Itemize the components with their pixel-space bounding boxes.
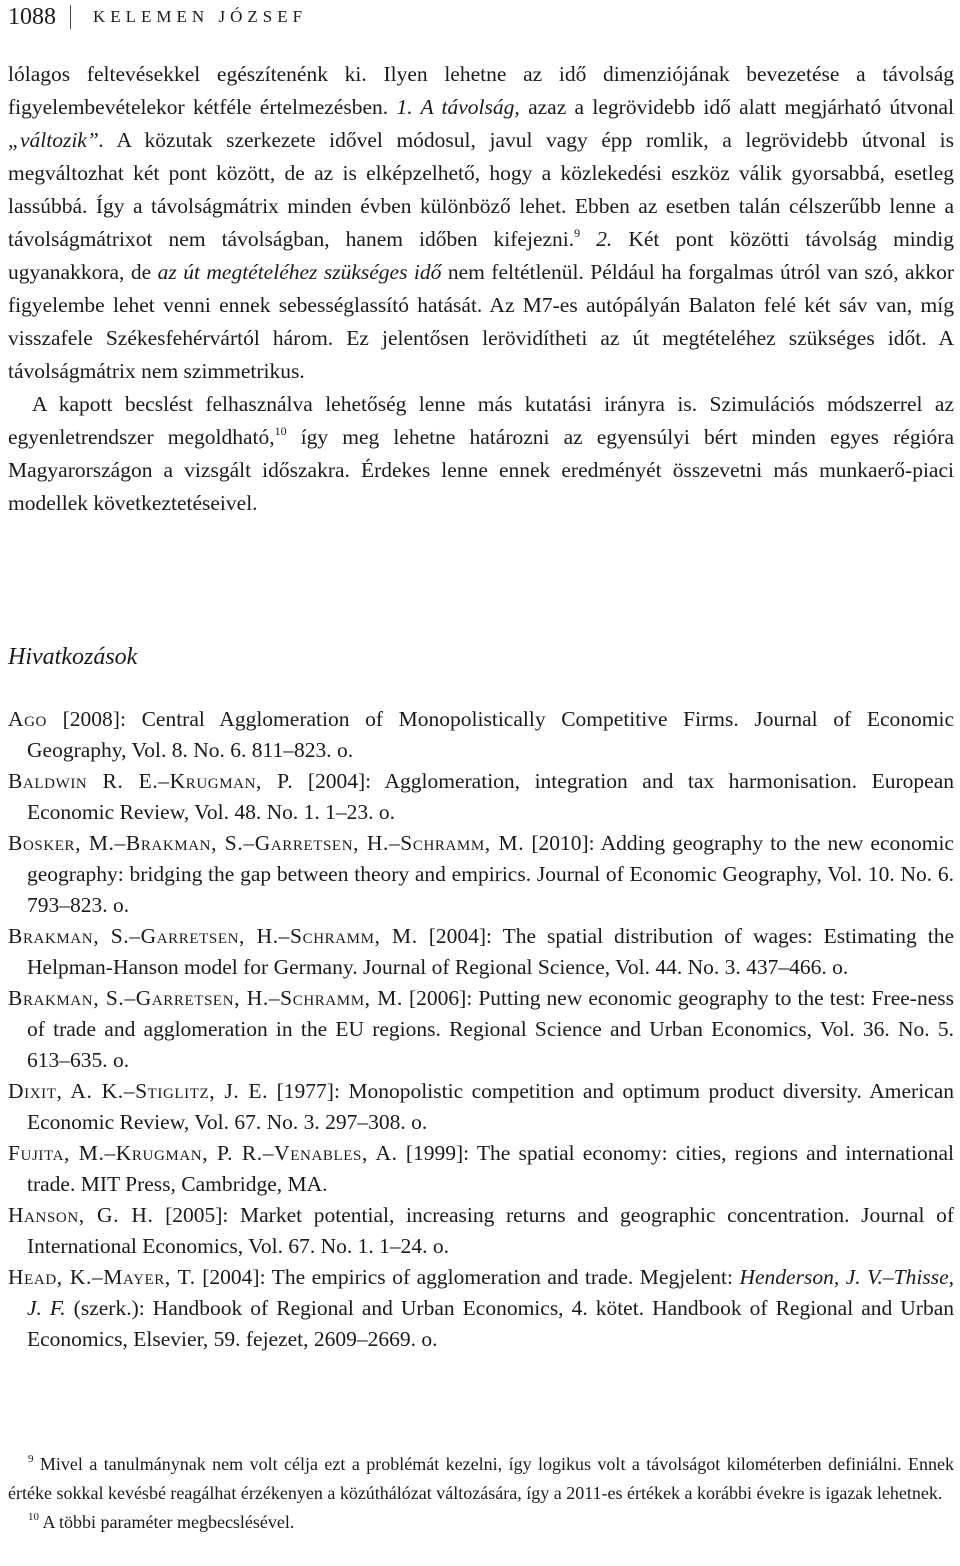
footnote-text: A többi paraméter megbecslésével. [39, 1512, 295, 1532]
footnote-10 [8, 1508, 954, 1537]
text-run: A kapott becslést felhasználva lehetőség lenne más kutatási irányra is. Szimulációs módszerrel az egyenletrendszer megoldható, [8, 392, 954, 449]
reference-item [8, 983, 954, 1076]
footnote-ref-10[interactable]: 10 [274, 424, 287, 438]
reference-authors: Brakman, S.–Garretsen, H.–Schramm, M. [8, 924, 418, 948]
footnote-text: Mivel a tanulmánynak nem volt célja ezt a problémát kezelni, így logikus volt a távolságot kilométerben definiálni. Ennek értéke sokkal kevésbé reagálhat érzékenyen a közúthálózat változására, így a 2011-es értékek a korábbi évekre is igazak lehetnek. [8, 1454, 954, 1503]
references-heading: Hivatkozások [8, 644, 138, 670]
reference-text: [1999]: The spatial economy: cities, regions and international trade. MIT Press, Cambridge, MA. [27, 1141, 954, 1196]
reference-authors: Hanson, G. H. [8, 1203, 154, 1227]
reference-authors: Ago [8, 707, 47, 731]
text-run: Két pont közötti távolság mindig ugyanakkora, de [8, 227, 954, 284]
text-run: így meg lehetne határozni az egyensúlyi bért minden egyes régióra Magyarországon a vizsgált időszakra. Érdekes lenne ennek eredményét összevetni más munkaerő-piaci modellek következtetéseivel. [8, 425, 954, 515]
reference-item [8, 921, 954, 983]
reference-text: (szerk.): Handbook of Regional and Urban Economics, 4. kötet. Handbook of Regional and Urban Economics, Elsevier, 59. fejezet, 2609–2669. o. [27, 1296, 954, 1351]
reference-authors: Bosker, M.–Brakman, S.–Garretsen, H.–Schramm, M. [8, 831, 525, 855]
reference-item [8, 1138, 954, 1200]
italic-run: 2. [580, 227, 613, 251]
reference-text: [2006]: Putting new economic geography to the test: Free-ness of trade and agglomeration in the EU regions. Regional Science and Urban Economics, Vol. 36. No. 5. 613–635. o. [27, 986, 954, 1072]
reference-text: [2005]: Market potential, increasing returns and geographic concentration. Journal of International Economics, Vol. 67. No. 1. 1–24. o. [27, 1203, 954, 1258]
reference-authors: Fujita, M.–Krugman, P. R.–Venables, A. [8, 1141, 398, 1165]
header-divider [70, 5, 71, 29]
footnote-mark: 10 [28, 1511, 39, 1523]
text-run: lólagos feltevésekkel egészítenénk ki. Ilyen lehetne az idő dimenziójának bevezetése a távolság figyelembevételekor kétféle értelmezésben. [8, 62, 954, 119]
reference-item [8, 704, 954, 766]
reference-item [8, 1200, 954, 1262]
reference-authors: Brakman, S.–Garretsen, H.–Schramm, M. [8, 986, 403, 1010]
text-run: A közutak szerkezete idővel módosul, javul vagy épp romlik, a legrövidebb útvonal is megváltozhat két pont között, de az is elképzelhető, hogy a közlekedési eszköz válik gyorsabbá, esetleg lassúbbá. Így a távolságmátrix minden évben különböző lehet. Ebben az esetben talán célszerűbb lenne a távolságmátrixot nem távolságban, hanem időben kifejezni. [8, 128, 954, 251]
reference-text: [2004]: Agglomeration, integration and tax harmonisation. European Economic Review, Vol. 48. No. 1. 1–23. o. [27, 769, 954, 824]
reference-item [8, 766, 954, 828]
reference-item [8, 1262, 954, 1355]
italic-run: 1. A távolság, [396, 95, 520, 119]
footnote-mark: 9 [28, 1453, 34, 1465]
reference-text: [2008]: Central Agglomeration of Monopolistically Competitive Firms. Journal of Economic Geography, Vol. 8. No. 6. 811–823. o. [27, 707, 954, 762]
reference-item [8, 828, 954, 921]
body-paragraph [8, 388, 954, 520]
body-paragraph [8, 58, 954, 388]
running-head [8, 4, 307, 30]
reference-text: [2004]: The spatial distribution of wages: Estimating the Helpman-Hanson model for Germany. Journal of Regional Science, Vol. 44. No. 3. 437–466. o. [27, 924, 955, 979]
running-head-author: KELEMEN JÓZSEF [93, 7, 308, 26]
footnote-9 [8, 1450, 954, 1508]
reference-text: [2004]: The empirics of agglomeration and trade. Megjelent: [195, 1265, 740, 1289]
page-number: 1088 [8, 4, 56, 30]
reference-authors: Dixit, A. K.–Stiglitz, J. E. [8, 1079, 269, 1103]
reference-text: [1977]: Monopolistic competition and optimum product diversity. American Economic Review, Vol. 67. No. 3. 297–308. o. [27, 1079, 955, 1134]
text-run: azaz a legrövidebb idő alatt megjárható útvonal [519, 95, 954, 119]
italic-run: az út megtételéhez szükséges idő [157, 260, 442, 284]
reference-text: [2010]: Adding geography to the new economic geography: bridging the gap between theory and empirics. Journal of Economic Geography, Vol. 10. No. 6. 793–823. o. [27, 831, 954, 917]
footnote-ref-9[interactable]: 9 [574, 226, 581, 240]
body-text [8, 58, 954, 520]
reference-editors: Henderson, J. V.–Thisse, J. F. [27, 1265, 954, 1320]
reference-authors: Baldwin R. E.–Krugman, P. [8, 769, 294, 793]
reference-item [8, 1076, 954, 1138]
reference-authors: Head, K.–Mayer, T. [8, 1265, 196, 1289]
footnotes [8, 1450, 954, 1537]
text-run: nem feltétlenül. Például ha forgalmas útról van szó, akkor figyelembe lehet venni ennek sebességlassító hatását. Az M7-es autópályán Balaton felé két sáv van, míg visszafele Székesfehérvártól három. Ez jelentősen lerövidítheti az út megtételéhez szükséges időt. A távolságmátrix nem szimmetrikus. [8, 260, 954, 383]
italic-run: „változik”. [8, 128, 105, 152]
reference-list [8, 704, 954, 1355]
